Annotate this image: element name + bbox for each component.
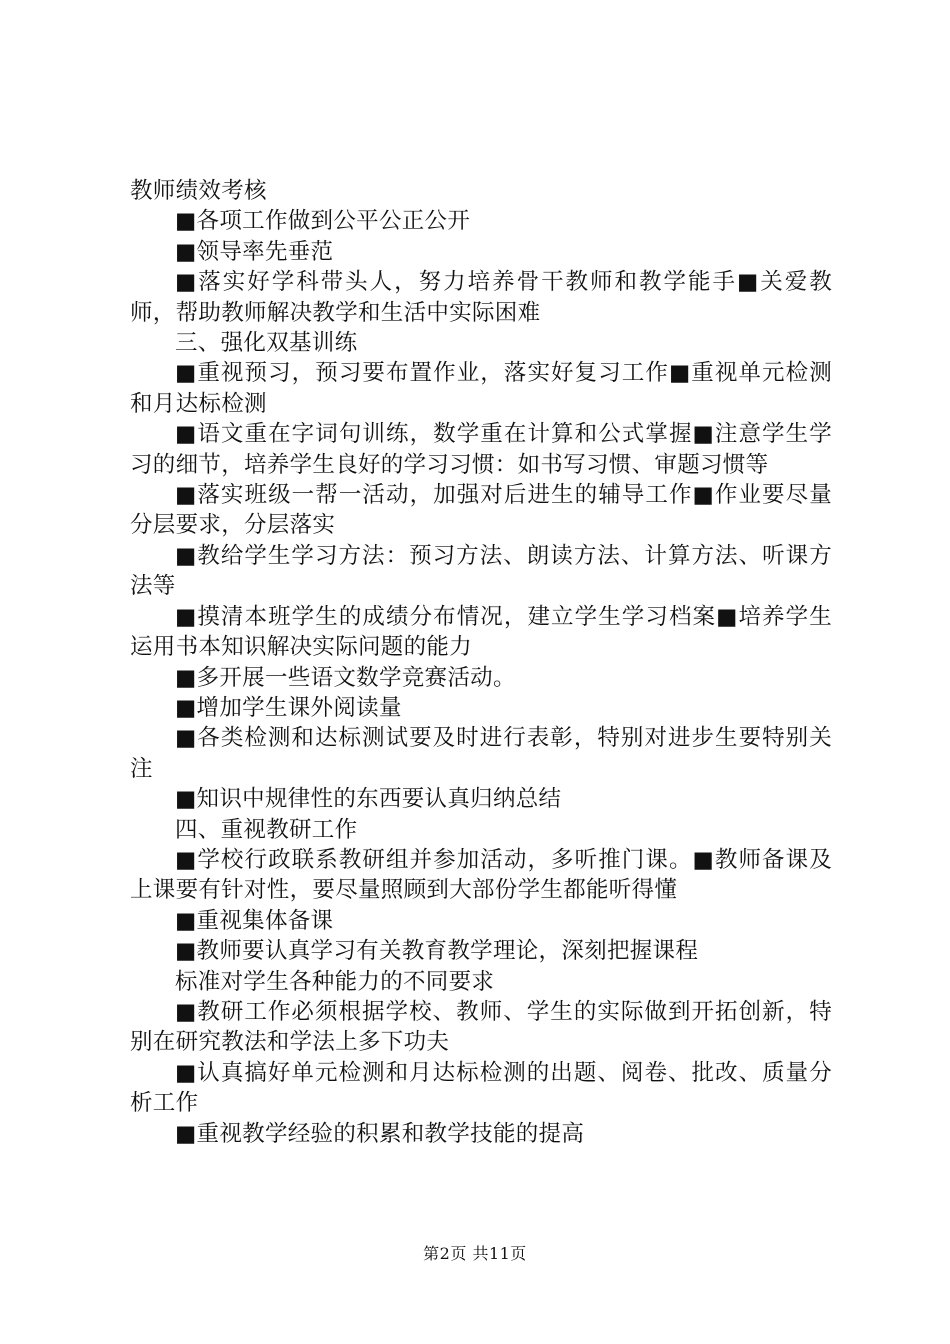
section-heading: 教师绩效考核	[130, 178, 267, 204]
bullet-paragraph: ■落实好学科带头人，努力培养骨干教师和教学能手■关爱教师，帮助教师解决教学和生活中实际困难	[130, 269, 832, 326]
bullet-paragraph: ■重视教学经验的积累和教学技能的提高	[175, 1120, 585, 1147]
bullet-paragraph: ■学校行政联系教研组并参加活动，多听推门课。■教师备课及上课要有针对性，要尽量照顾到大部份学生都能听得懂	[130, 846, 832, 904]
bullet-paragraph: ■各项工作做到公平公正公开	[175, 208, 471, 235]
bullet-paragraph: ■各类检测和达标测试要及时进行表彰，特别对进步生要特别关注	[130, 725, 832, 782]
section-heading: 四、重视教研工作	[175, 816, 358, 843]
bullet-paragraph: ■语文重在字词句训练，数学重在计算和公式掌握■注意学生学习的细节，培养学生良好的学习习惯：如书写习惯、审题习惯等	[130, 421, 832, 478]
bullet-paragraph: ■多开展一些语文数学竞赛活动。	[175, 664, 516, 691]
bullet-paragraph: ■教研工作必须根据学校、教师、学生的实际做到开拓创新，特别在研究教法和学法上多下功夫	[130, 998, 832, 1056]
bullet-paragraph: ■重视预习，预习要布置作业，落实好复习工作■重视单元检测和月达标检测	[130, 360, 832, 417]
bullet-paragraph: ■重视集体备课	[175, 907, 334, 934]
page-number-footer: 第2页 共11页	[423, 1244, 527, 1263]
bullet-paragraph: ■教师要认真学习有关教育教学理论，深刻把握课程	[175, 938, 699, 965]
bullet-paragraph: ■认真搞好单元检测和月达标检测的出题、阅卷、批改、质量分析工作	[130, 1059, 832, 1117]
bullet-paragraph: ■领导率先垂范	[175, 238, 334, 265]
bullet-paragraph: ■摸清本班学生的成绩分布情况，建立学生学习档案■培养学生运用书本知识解决实际问题的能力	[130, 603, 832, 661]
document-body	[130, 176, 832, 1149]
bullet-paragraph: ■增加学生课外阅读量	[175, 694, 402, 721]
bullet-paragraph: ■教给学生学习方法：预习方法、朗读方法、计算方法、听课方法等	[130, 542, 832, 600]
bullet-paragraph: 标准对学生各种能力的不同要求	[175, 968, 495, 995]
section-heading: 三、强化双基训练	[175, 330, 358, 357]
bullet-paragraph: ■落实班级一帮一活动，加强对后进生的辅导工作■作业要尽量分层要求，分层落实	[130, 482, 832, 539]
bullet-paragraph: ■知识中规律性的东西要认真归纳总结	[175, 786, 562, 813]
